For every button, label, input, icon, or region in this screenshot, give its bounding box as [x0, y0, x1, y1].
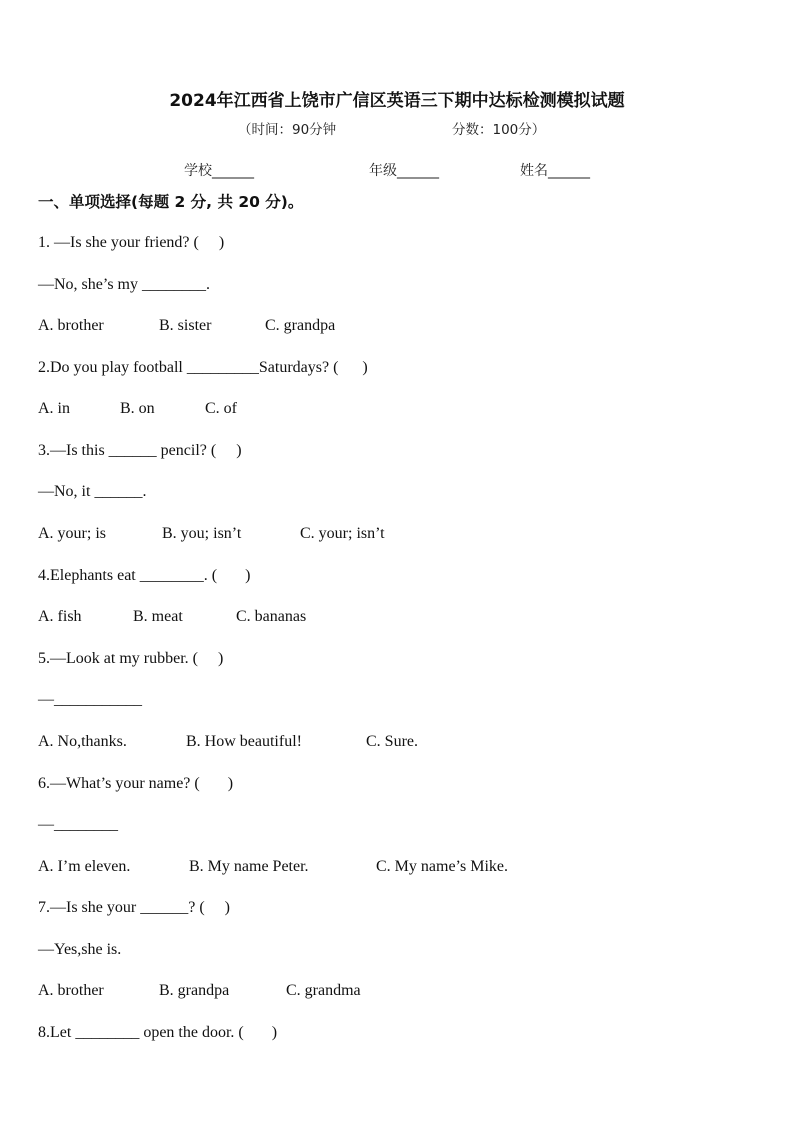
q2-option-c: C. of [205, 400, 237, 417]
q7-option-a: A. brother [38, 982, 104, 999]
q6-options [38, 857, 738, 877]
q4-option-a: A. fish [38, 608, 82, 625]
q1-stem: 1. —Is she your friend? ( ) [38, 234, 225, 251]
q4-stem: 4.Elephants eat ________. ( ) [38, 567, 251, 584]
q7-option-c: C. grandma [286, 982, 361, 999]
q5-reply: —___________ [38, 691, 142, 708]
q3-options [38, 524, 738, 544]
name-field: 姓名______ [520, 163, 590, 179]
q5-option-b: B. How beautiful! [186, 733, 302, 750]
q4-option-c: C. bananas [236, 608, 307, 625]
q2-option-b: B. on [120, 400, 155, 417]
q6-stem: 6.—What’s your name? ( ) [38, 775, 234, 792]
q2-options [38, 399, 738, 419]
q1-option-c: C. grandpa [265, 317, 336, 334]
section-heading: 一、单项选择(每题 2 分, 共 20 分)。 [38, 193, 304, 211]
exam-time: （时间：90分钟 [238, 122, 337, 138]
q7-options [38, 981, 738, 1001]
q5-stem: 5.—Look at my rubber. ( ) [38, 650, 224, 667]
grade-field: 年级______ [369, 163, 439, 179]
q3-stem: 3.—Is this ______ pencil? ( ) [38, 442, 242, 459]
q6-option-c: C. My name’s Mike. [376, 858, 508, 875]
q5-options [38, 732, 738, 752]
q3-reply: —No, it ______. [38, 483, 147, 500]
q1-option-b: B. sister [159, 317, 212, 334]
q5-option-a: A. No,thanks. [38, 733, 127, 750]
q7-reply: —Yes,she is. [38, 941, 122, 958]
q5-option-c: C. Sure. [366, 733, 418, 750]
page-title: 2024年江西省上饶市广信区英语三下期中达标检测模拟试题 [169, 91, 625, 111]
q8-stem: 8.Let ________ open the door. ( ) [38, 1024, 278, 1041]
exam-score: 分数：100分） [452, 122, 546, 138]
q7-option-b: B. grandpa [159, 982, 230, 999]
q2-stem: 2.Do you play football _________Saturdays? ( ) [38, 359, 368, 376]
q6-reply: —________ [38, 816, 118, 833]
q1-options [38, 316, 738, 336]
q4-option-b: B. meat [133, 608, 183, 625]
q1-option-a: A. brother [38, 317, 104, 334]
q2-option-a: A. in [38, 400, 70, 417]
q4-options [38, 607, 738, 627]
q7-stem: 7.—Is she your ______? ( ) [38, 899, 230, 916]
q6-option-b: B. My name Peter. [189, 858, 309, 875]
school-field: 学校______ [184, 163, 254, 179]
q3-option-c: C. your; isn’t [300, 525, 385, 542]
q1-reply: —No, she’s my ________. [38, 276, 210, 293]
q6-option-a: A. I’m eleven. [38, 858, 131, 875]
q3-option-a: A. your; is [38, 525, 106, 542]
q3-option-b: B. you; isn’t [162, 525, 242, 542]
